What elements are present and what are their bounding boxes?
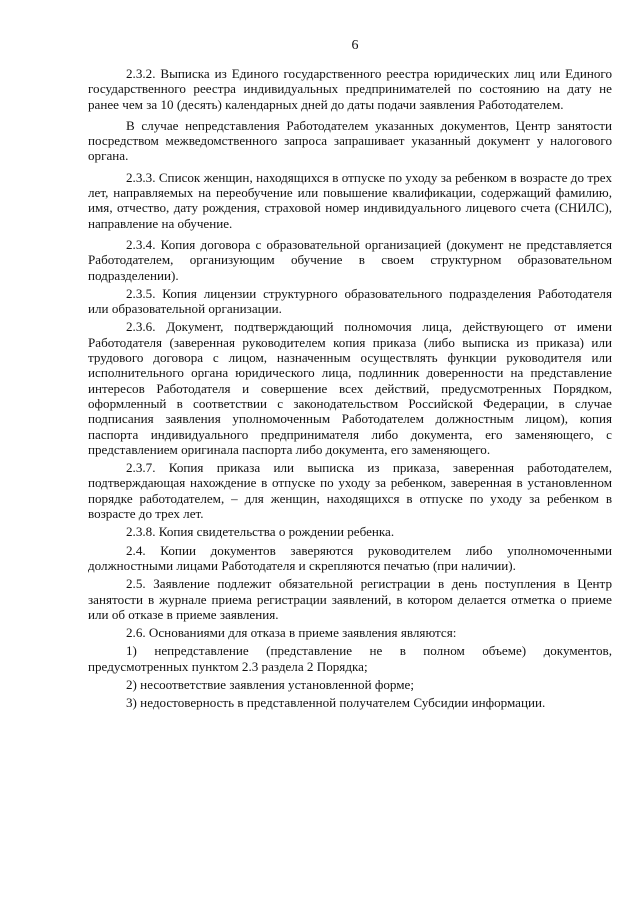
paragraph-2-3-2: 2.3.2. Выписка из Единого государственного реестра юридических лиц или Единого государственного реестра индивидуальных предпринимателей по состоянию на дату не ранее чем за 10 (десять) календарных дней до даты подачи заявления Работодателем. [88, 66, 612, 112]
paragraph-2-3-5: 2.3.5. Копия лицензии структурного образовательного подразделения Работодателя или образовательной организации. [88, 285, 612, 317]
paragraph-2-3-3: 2.3.3. Список женщин, находящихся в отпуске по уходу за ребенком в возрасте до трех лет, направляемых на переобучение или повышение квалификации, содержащий фамилию, имя, отчество, дату рождения, страховой номер индивидуального лицевого счета (СНИЛС), направление на обучение. [88, 169, 612, 231]
list-item-3: 3) недостоверность в представленной получателем Субсидии информации. [126, 695, 546, 711]
paragraph-2-6: 2.6. Основаниями для отказа в приеме заявления являются: [126, 625, 457, 641]
paragraph-non-submission: В случае непредставления Работодателем указанных документов, Центр занятости посредством межведомственного запроса запрашивает указанный документ у налогового органа. [88, 117, 612, 164]
paragraph-2-4: 2.4. Копии документов заверяются руководителем либо уполномоченными должностными лицами Работодателя и скрепляются печатью (при наличии). [88, 542, 612, 573]
paragraph-2-5: 2.5. Заявление подлежит обязательной регистрации в день поступления в Центр занятости в журнале приема регистрации заявлений, в котором делается отметка о приеме или об отказе в приеме заявления. [88, 576, 612, 622]
paragraph-2-3-6: 2.3.6. Документ, подтверждающий полномочия лица, действующего от имени Работодателя (заверенная руководителем копия приказа (либо выписка из приказа) или трудового договора с лицом, назначенным осуществлять функции руководителя или исполнительного органа юридического лица, подлинник доверенности на представление интересов Работодателя и совершение всех действий, предусмотренных Порядком, оформленный в соответствии с законодательством Российской Федерации, в случае подписания заявления уполномоченным Работодателем должностным лицом), копия паспорта индивидуального предпринимателя либо документа, его заменяющего, с представлением оригинала паспорта либо документа, его заменяющего. [88, 319, 612, 457]
list-item-2: 2) несоответствие заявления установленной форме; [126, 676, 414, 692]
paragraph-2-3-4: 2.3.4. Копия договора с образовательной организацией (документ не представляется Работодателем, организующим обучение в своем структурном образовательном подразделении). [88, 236, 612, 283]
paragraph-2-3-7: 2.3.7. Копия приказа или выписка из приказа, заверенная работодателем, подтверждающая нахождение в отпуске по уходу за ребенком, заверенная в установленном порядке работодателем, – для женщин, находящихся в отпуске по уходу за ребенком в возрасте до трех лет. [88, 460, 612, 522]
page-number: 6 [351, 38, 359, 53]
paragraph-2-3-8: 2.3.8. Копия свидетельства о рождении ребенка. [126, 524, 395, 540]
list-item-1: 1) непредставление (представление не в полном объеме) документов, предусмотренных пунктом 2.3 раздела 2 Порядка; [88, 643, 612, 674]
